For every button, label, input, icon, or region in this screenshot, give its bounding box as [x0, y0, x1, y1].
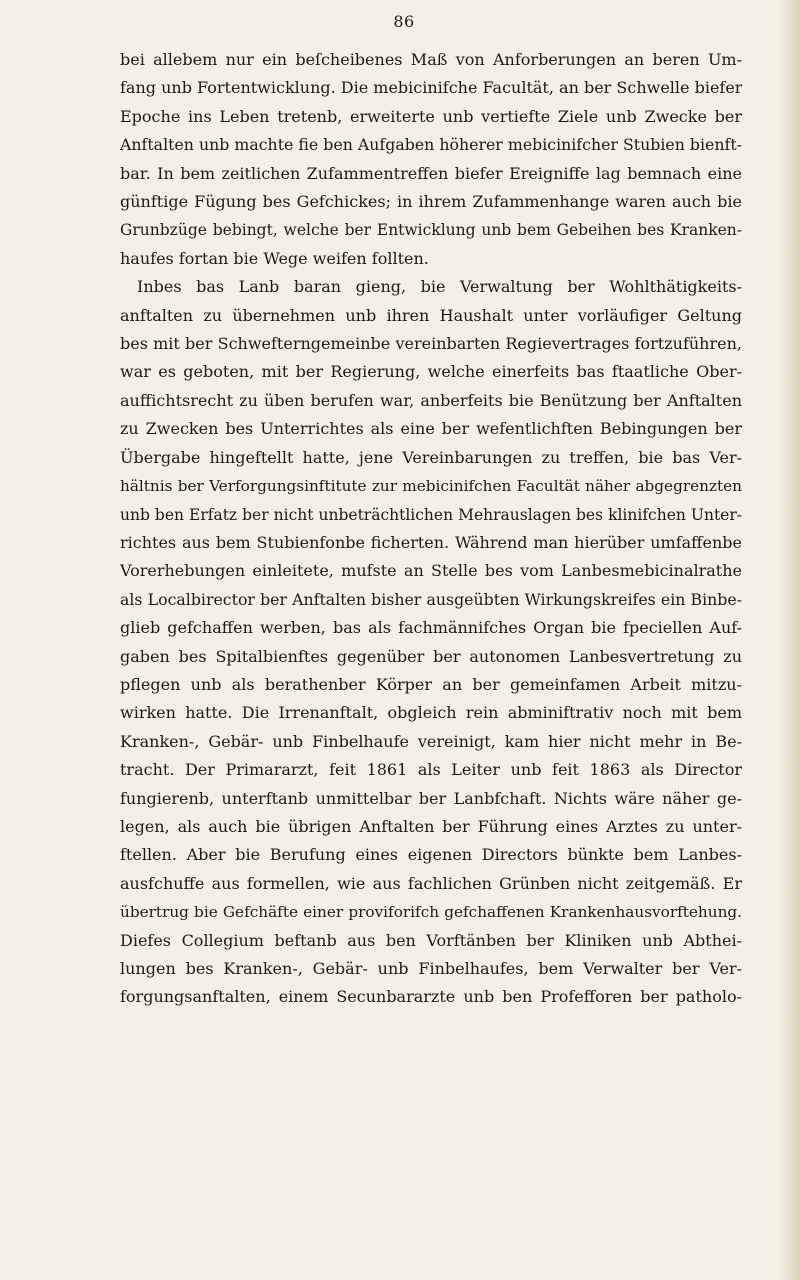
text-line: richtes aus bem Stubienfonbe ficherten. Während man hierüber umfaffenbe	[120, 532, 742, 552]
text-line: hältnis ber Verforgungsinftitute zur mebicinifchen Facultät näher abgegrenzten	[120, 477, 742, 496]
text-line: fungierenb, unterftanb unmittelbar ber Lanbfchaft. Nichts wäre näher ge-	[120, 788, 742, 808]
text-line: bar. In bem zeitlichen Zufammentreffen biefer Ereigniffe lag bemnach eine	[120, 163, 742, 183]
text-line: glieb gefchaffen werben, bas als fachmännifches Organ bie fpeciellen Auf-	[120, 618, 742, 638]
text-line: bes mit ber Schwefterngemeinbe vereinbarten Regievertrages fortzuführen,	[120, 334, 742, 354]
text-line: forgungsanftalten, einem Secunbararzte unb ben Profefforen ber patholo-	[120, 987, 742, 1007]
text-line: legen, als auch bie übrigen Anftalten ber Führung eines Arztes zu unter-	[120, 816, 742, 836]
text-line: wirken hatte. Die Irrenanftalt, obgleich rein abminiftrativ noch mit bem	[120, 703, 742, 723]
text-line: zu Zwecken bes Unterrichtes als eine ber wefentlichften Bebingungen ber	[120, 419, 742, 439]
text-line: ausfchuffe aus formellen, wie aus fachlichen Grünben nicht zeitgemäß. Er	[120, 873, 742, 893]
text-line: lungen bes Kranken-, Gebär- unb Finbelhaufes, bem Verwalter ber Ver-	[120, 959, 742, 978]
text-line: ftellen. Aber bie Berufung eines eigenen Directors bünkte bem Lanbes-	[120, 845, 742, 865]
text-line: Diefes Collegium beftanb aus ben Vorftänben ber Kliniken unb Abthei-	[120, 930, 742, 950]
page-number: 86	[393, 12, 415, 31]
text-line: gaben bes Spitalbienftes gegenüber ber autonomen Lanbesvertretung zu	[120, 646, 742, 666]
text-line: günftige Fügung bes Gefchickes; in ihrem Zufammenhange waren auch bie	[120, 192, 742, 212]
text-line-paragraph-start: Inbes bas Lanb baran gieng, bie Verwaltung ber Wohlthätigkeits-	[137, 277, 742, 297]
text-line: Vorerhebungen einleitete, mufste an Stelle bes vom Lanbesmebicinalrathe	[120, 561, 742, 581]
text-line: anftalten zu übernehmen unb ihren Haushalt unter vorläufiger Geltung	[120, 305, 742, 325]
text-line: pflegen unb als berathenber Körper an ber gemeinfamen Arbeit mitzu-	[120, 674, 742, 694]
text-line: Anftalten unb machte fie ben Aufgaben höherer mebicinifcher Stubien bienft-	[120, 135, 742, 155]
text-line: fang unb Fortentwicklung. Die mebicinifche Facultät, an ber Schwelle biefer	[120, 78, 742, 98]
text-line: Übergabe hingeftellt hatte, jene Vereinbarungen zu treffen, bie bas Ver-	[120, 447, 742, 467]
text-line: war es geboten, mit ber Regierung, welche einerfeits bas ftaatliche Ober-	[120, 362, 742, 382]
page-edge-shadow	[778, 0, 800, 1280]
text-line: tracht. Der Primararzt, feit 1861 als Leiter unb feit 1863 als Director	[120, 760, 742, 780]
text-line: unb ben Erfatz ber nicht unbeträchtlichen Mehrauslagen bes klinifchen Unter-	[120, 505, 742, 524]
text-line: Epoche ins Leben tretenb, erweiterte unb vertiefte Ziele unb Zwecke ber	[120, 106, 742, 126]
text-line: als Localbirector ber Anftalten bisher ausgeübten Wirkungskreifes ein Binbe-	[120, 589, 742, 609]
body-text	[120, 46, 742, 1012]
text-line: Kranken-, Gebär- unb Finbelhaufe vereinigt, kam hier nicht mehr in Be-	[120, 731, 742, 751]
text-line: übertrug bie Gefchäfte einer proviforifch gefchaffenen Krankenhausvorftehung.	[120, 903, 742, 922]
text-line-paragraph-end: haufes fortan bie Wege weifen follten.	[120, 248, 429, 268]
text-line: bei allebem nur ein beſcheibenes Maß von Anforberungen an beren Um-	[120, 50, 742, 69]
text-line: Grunbzüge bebingt, welche ber Entwicklung unb bem Gebeihen bes Kranken-	[120, 221, 742, 240]
text-line: auffichtsrecht zu üben berufen war, anberfeits bie Benützung ber Anftalten	[120, 390, 742, 410]
